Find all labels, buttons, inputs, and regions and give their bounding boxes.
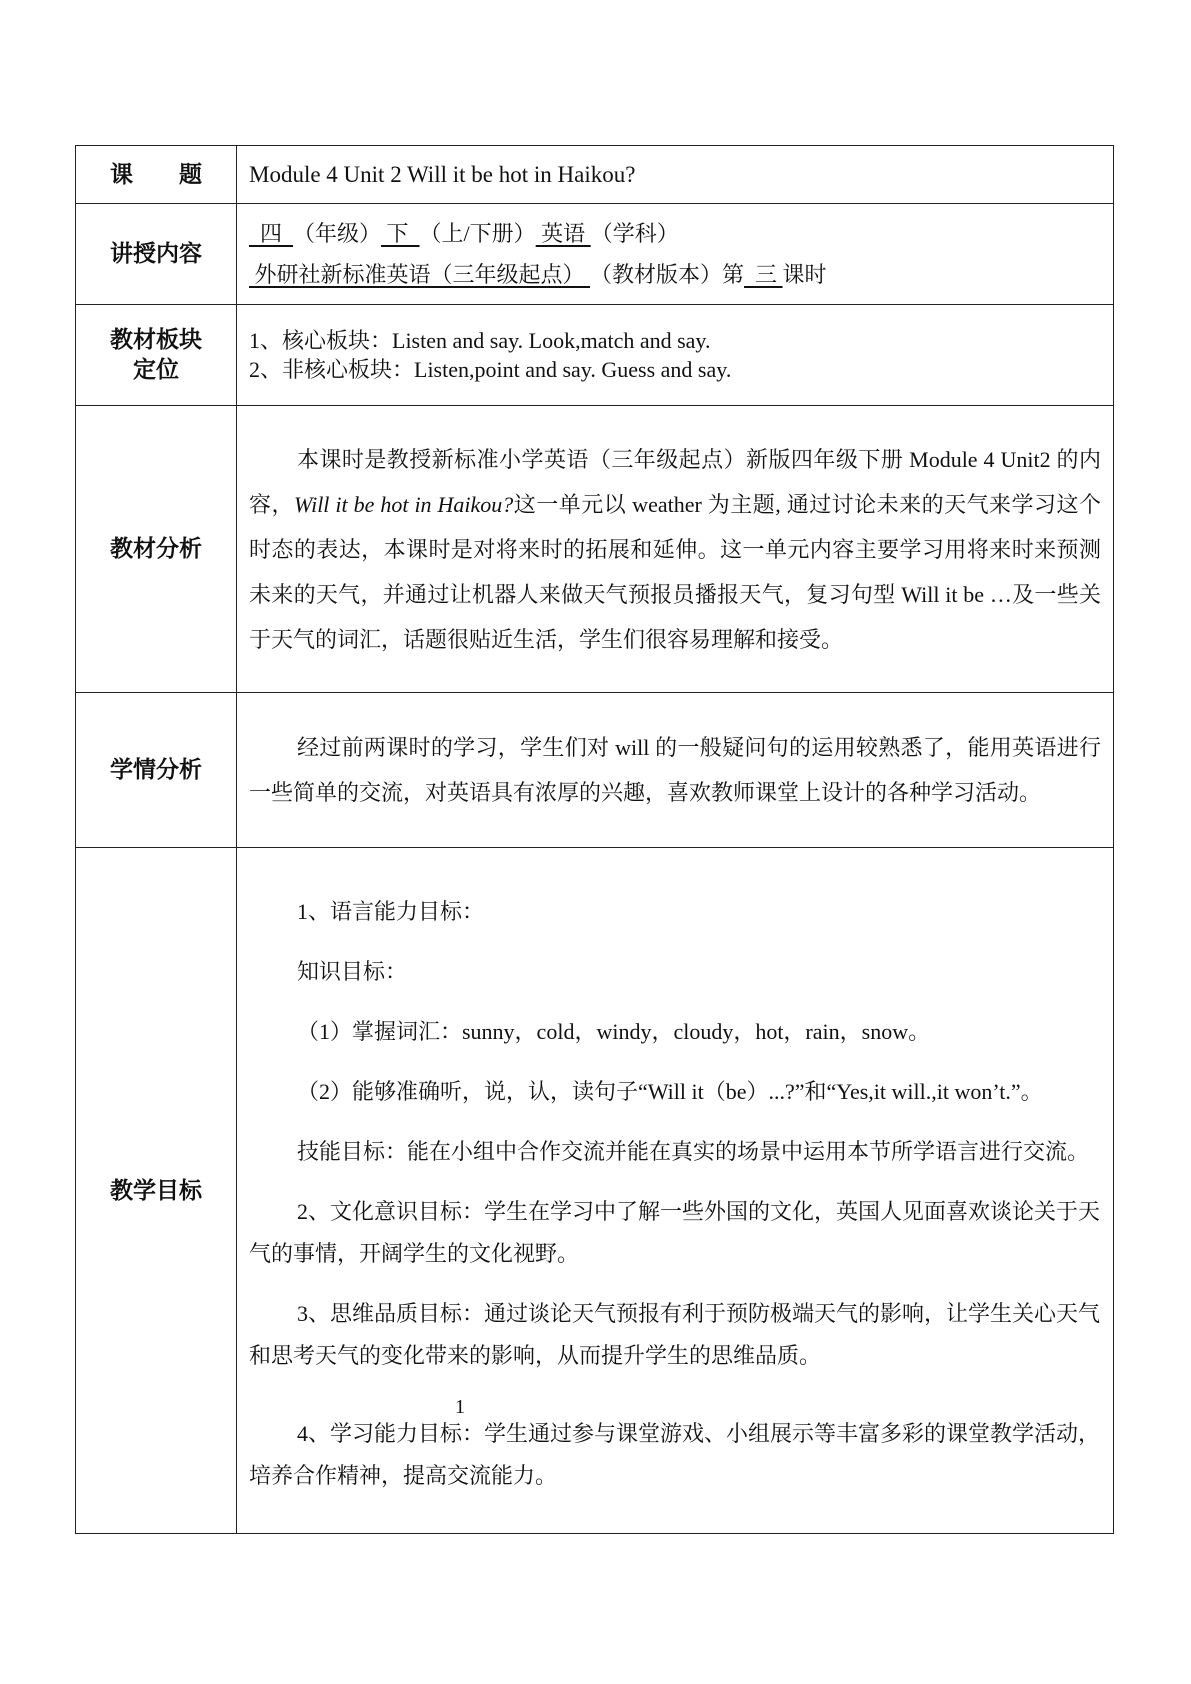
row-teaching-content — [76, 204, 1114, 305]
row-student-analysis — [76, 693, 1114, 848]
teaching-content — [237, 204, 1114, 305]
row-material-analysis — [76, 406, 1114, 693]
label-module-position-2: 定位 — [133, 357, 179, 383]
textbook-value: 外研社新标准英语（三年级起点） — [249, 262, 591, 287]
analysis-text-a: 本课时是教授新标准小学英语（三年级起点）新版四年级下册 Module 4 Unit2 的内容， — [249, 446, 1101, 517]
student-analysis — [237, 693, 1114, 848]
content-line-2 — [249, 254, 1101, 295]
material-analysis-text — [249, 437, 1101, 662]
non-core-module: 2、非核心板块：Listen,point and say. Guess and say. — [249, 357, 732, 382]
teaching-goals — [237, 848, 1114, 1534]
label-teaching-goals: 教学目标 — [76, 848, 237, 1534]
goal-learning: 4、学习能力目标：学生通过参与课堂游戏、小组展示等丰富多彩的课堂教学活动，培养合作精神，提高交流能力。 — [249, 1420, 1101, 1488]
lesson-value: 三 — [744, 262, 783, 287]
module-position — [237, 305, 1114, 406]
material-analysis — [237, 406, 1114, 693]
row-topic — [76, 146, 1114, 204]
goal-skills: 技能目标：能在小组中合作交流并能在真实的场景中运用本节所学语言进行交流。 — [297, 1138, 1090, 1164]
label-module-position-1: 教材板块 — [110, 327, 202, 353]
label-module-position — [76, 305, 237, 406]
goal-vocabulary: （1）掌握词汇：sunny，cold，windy，cloudy，hot，rain，snow。 — [297, 1018, 931, 1044]
grade-value: 四 — [249, 221, 294, 246]
analysis-unit-title: Will it be hot in Haikou? — [293, 491, 514, 517]
content-line-1 — [249, 213, 1101, 254]
goal-thinking: 3、思维品质目标：通过谈论天气预报有利于预防极端天气的影响，让学生关心天气和思考天气的变化带来的影响，从而提升学生的思维品质。 — [249, 1300, 1101, 1368]
textbook-unit: （教材版本）第 — [590, 262, 745, 287]
goal-sentences: （2）能够准确听，说，认，读句子“Will it（be）...?”和“Yes,it will.,it won’t.”。 — [297, 1078, 1043, 1104]
goal-culture: 2、文化意识目标：学生在学习中了解一些外国的文化，英国人见面喜欢谈论关于天气的事情，开阔学生的文化视野。 — [249, 1198, 1101, 1266]
label-topic: 课 题 — [76, 146, 237, 204]
goal-language: 1、语言能力目标： — [297, 898, 485, 924]
grade-unit: （年级） — [293, 221, 382, 246]
lesson-unit: 课时 — [782, 262, 827, 287]
goal-knowledge: 知识目标： — [297, 958, 408, 984]
row-module-position — [76, 305, 1114, 406]
subject-unit: （学科） — [590, 221, 679, 246]
analysis-text-b: 这一单元以 weather 为主题, 通过讨论未来的天气来学习这个时态的表达，本课时是对将来时的拓展和延伸。这一单元内容主要学习用将来时来预测未来的天气，并通过让机器人来做天气预报员播报天气，复习句型 Will it be …及一些关于天气的词汇，话题很贴近生活，学生们很容易理解和接受。 — [249, 491, 1101, 652]
volume-value: 下 — [381, 221, 420, 246]
lesson-plan-table — [75, 145, 1114, 1534]
core-module: 1、核心板块：Listen and say. Look,match and say. — [249, 328, 711, 353]
subject-value: 英语 — [535, 221, 591, 246]
lesson-title: Module 4 Unit 2 Will it be hot in Haikou? — [237, 146, 1114, 204]
row-teaching-goals — [76, 848, 1114, 1534]
label-teaching-content: 讲授内容 — [76, 204, 237, 305]
page-number: 1 — [455, 1396, 465, 1418]
label-material-analysis: 教材分析 — [76, 406, 237, 693]
label-student-analysis: 学情分析 — [76, 693, 237, 848]
volume-unit: （上/下册） — [419, 221, 536, 246]
student-analysis-text: 经过前两课时的学习，学生们对 will 的一般疑问句的运用较熟悉了，能用英语进行一些简单的交流，对英语具有浓厚的兴趣，喜欢教师课堂上设计的各种学习活动。 — [249, 735, 1101, 805]
